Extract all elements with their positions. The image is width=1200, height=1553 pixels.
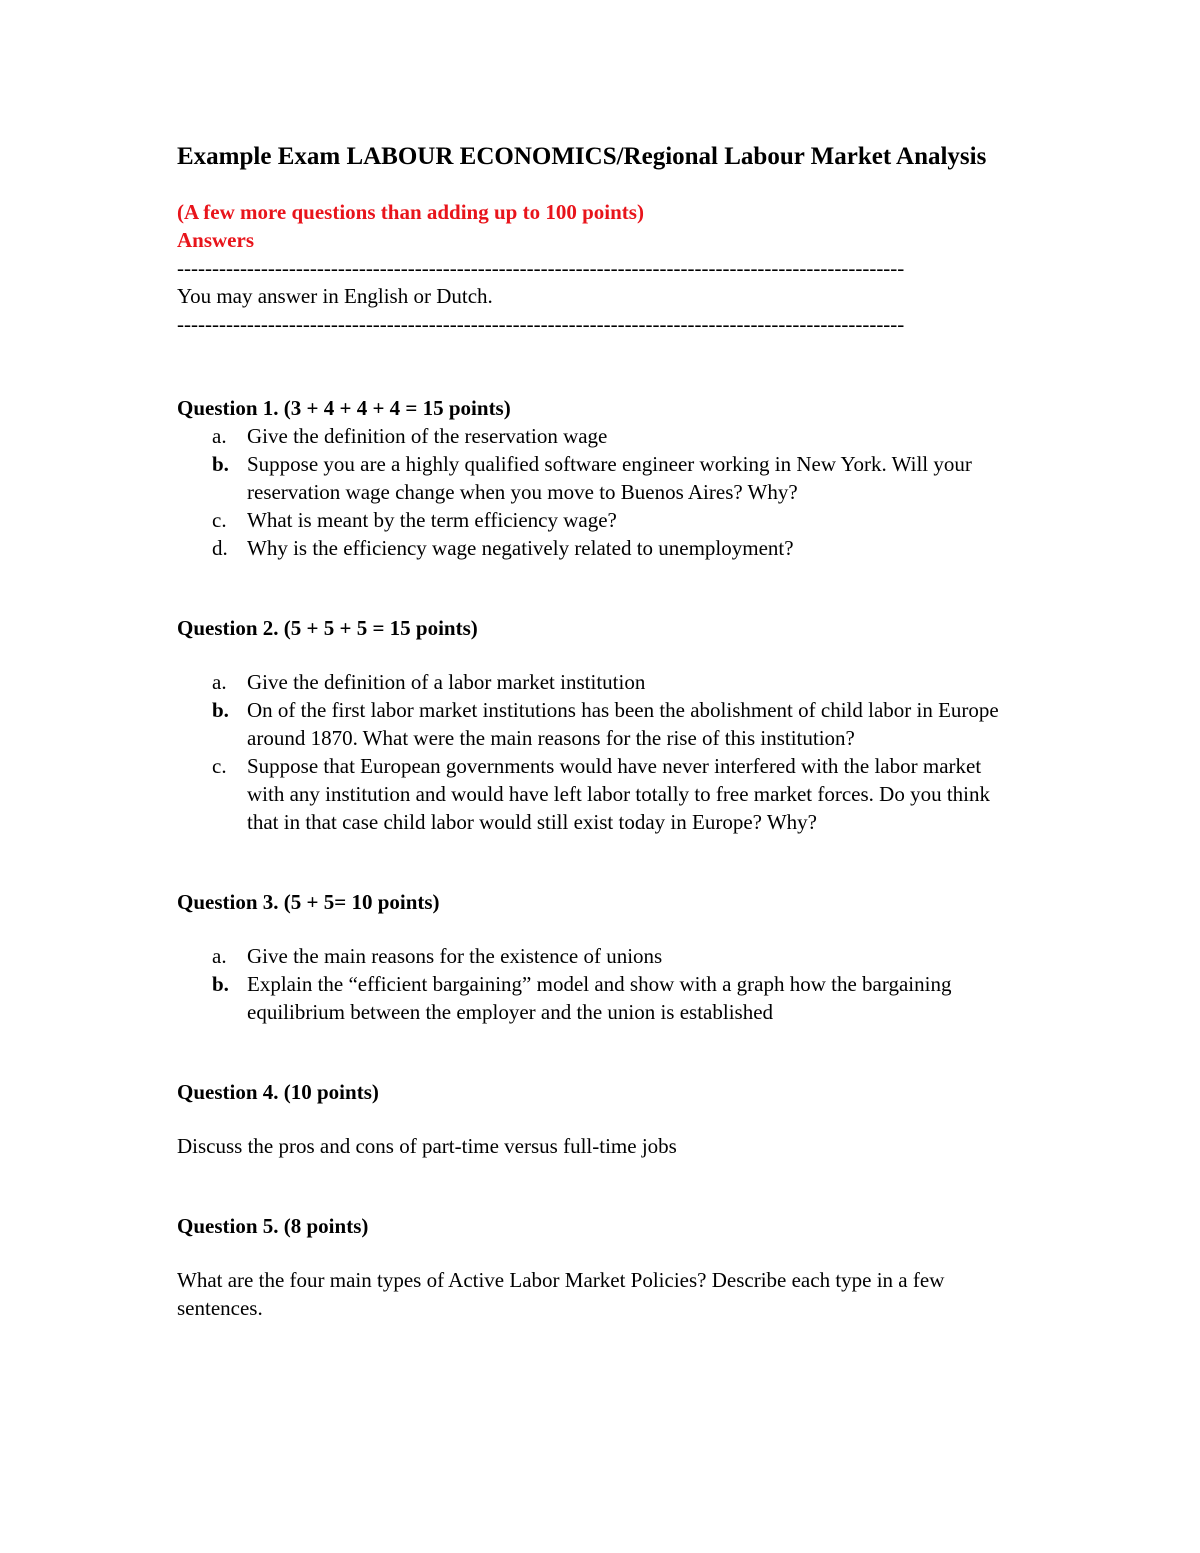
list-item bbox=[177, 450, 1023, 506]
item-letter: a. bbox=[212, 670, 227, 694]
list-item bbox=[177, 696, 1023, 752]
list-item bbox=[177, 506, 1023, 534]
item-letter: b. bbox=[212, 698, 229, 722]
item-text: Suppose that European governments would have never interfered with the labor market with any institution and would have left labor totally to free market forces. Do you think that in that case child labor would still exist today in Europe? Why? bbox=[247, 754, 990, 834]
list-item bbox=[177, 752, 1023, 836]
question-heading: Question 1. (3 + 4 + 4 + 4 = 15 points) bbox=[177, 396, 511, 420]
subtitle: (A few more questions than adding up to 100 points) bbox=[177, 200, 644, 224]
item-text: Suppose you are a highly qualified software engineer working in New York. Will your reservation wage change when you move to Buenos Aires? Why? bbox=[247, 452, 972, 504]
question-heading: Question 3. (5 + 5= 10 points) bbox=[177, 890, 440, 914]
item-letter: c. bbox=[212, 754, 227, 778]
question-heading: Question 5. (8 points) bbox=[177, 1214, 369, 1238]
item-text: Why is the efficiency wage negatively related to unemployment? bbox=[247, 536, 794, 560]
list-item bbox=[177, 422, 1023, 450]
list-item bbox=[177, 668, 1023, 696]
question-5 bbox=[177, 1212, 1023, 1322]
item-letter: a. bbox=[212, 944, 227, 968]
question-text: What are the four main types of Active Labor Market Policies? Describe each type in a few sentences. bbox=[177, 1268, 945, 1320]
divider-top: -------------------------------------------------------------------------------------------------------- bbox=[177, 256, 905, 280]
header-note-block bbox=[177, 198, 1023, 338]
question-text: Discuss the pros and cons of part-time versus full-time jobs bbox=[177, 1134, 677, 1158]
item-text: Give the definition of the reservation wage bbox=[247, 424, 608, 448]
list-item bbox=[177, 942, 1023, 970]
item-text: Give the definition of a labor market institution bbox=[247, 670, 646, 694]
question-heading: Question 2. (5 + 5 + 5 = 15 points) bbox=[177, 616, 478, 640]
answers-label: Answers bbox=[177, 228, 254, 252]
divider-bottom: -------------------------------------------------------------------------------------------------------- bbox=[177, 312, 905, 336]
question-3 bbox=[177, 888, 1023, 1026]
list-item bbox=[177, 534, 1023, 562]
question-items bbox=[177, 668, 1023, 836]
question-1 bbox=[177, 394, 1023, 562]
item-letter: c. bbox=[212, 508, 227, 532]
item-letter: b. bbox=[212, 452, 229, 476]
item-text: Explain the “efficient bargaining” model and show with a graph how the bargaining equilibrium between the employer and the union is established bbox=[247, 972, 952, 1024]
question-2 bbox=[177, 614, 1023, 836]
exam-page bbox=[177, 140, 1023, 1322]
item-letter: a. bbox=[212, 424, 227, 448]
question-heading: Question 4. (10 points) bbox=[177, 1080, 379, 1104]
item-letter: b. bbox=[212, 972, 229, 996]
item-letter: d. bbox=[212, 536, 228, 560]
question-items bbox=[177, 422, 1023, 562]
language-note: You may answer in English or Dutch. bbox=[177, 284, 493, 308]
question-4 bbox=[177, 1078, 1023, 1160]
item-text: What is meant by the term efficiency wage? bbox=[247, 508, 617, 532]
item-text: Give the main reasons for the existence of unions bbox=[247, 944, 663, 968]
list-item bbox=[177, 970, 1023, 1026]
page-title: Example Exam LABOUR ECONOMICS/Regional Labour Market Analysis bbox=[177, 143, 987, 170]
item-text: On of the first labor market institutions has been the abolishment of child labor in Europe around 1870. What were the main reasons for the rise of this institution? bbox=[247, 698, 999, 750]
question-items bbox=[177, 942, 1023, 1026]
